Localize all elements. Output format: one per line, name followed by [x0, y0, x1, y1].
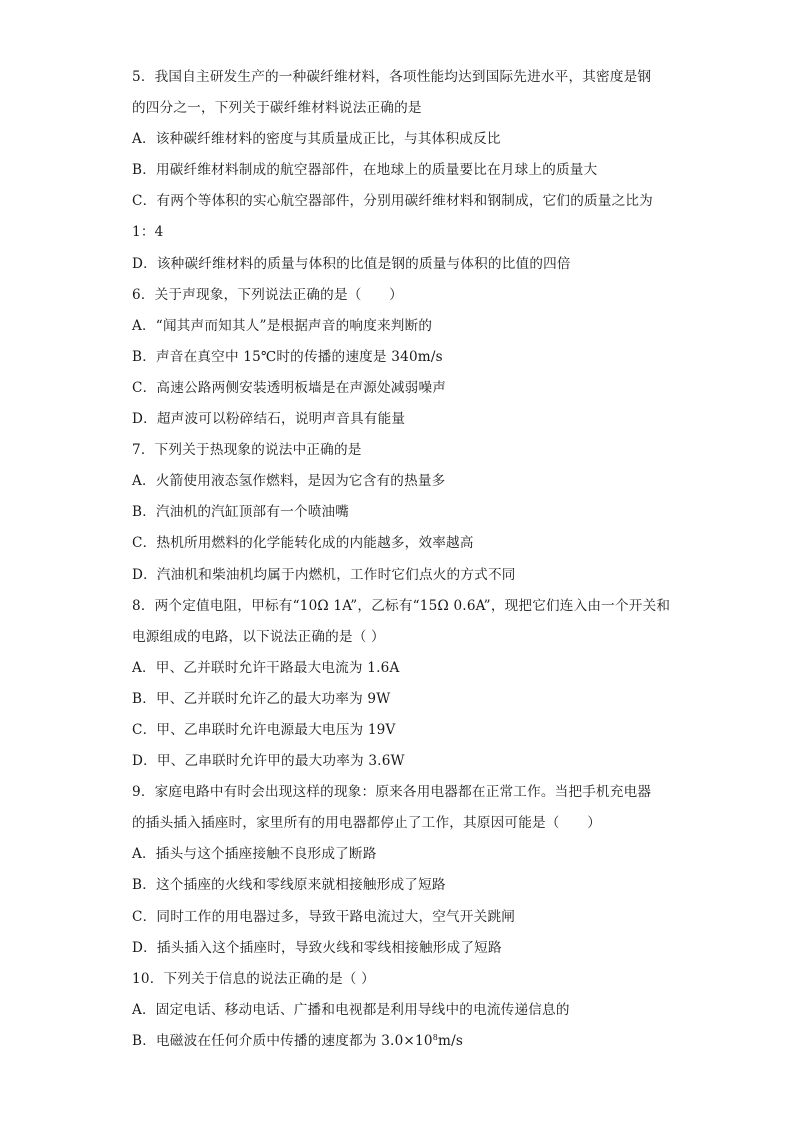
option-b-text: B．电磁波在任何介质中传播的速度都为 3.0×10	[132, 1032, 433, 1049]
question-stem-line: 的四分之一，下列关于碳纤维材料说法正确的是	[132, 100, 422, 117]
question-7	[132, 435, 667, 590]
option-c: C．甲、乙串联时允许电源最大电压为 19V	[132, 721, 396, 738]
question-stem-line: 8．两个定值电阻，甲标有“10Ω 1A”，乙标有“15Ω 0.6A”，现把它们连入由一个开关和	[132, 597, 671, 614]
unit-text: m/s	[438, 1032, 464, 1049]
option-d: D．插头插入这个插座时，导致火线和零线相接触形成了短路	[132, 939, 502, 956]
question-5	[132, 62, 667, 280]
option-b: B．甲、乙并联时允许乙的最大功率为 9W	[132, 690, 391, 707]
option-d: D．超声波可以粉碎结石，说明声音具有能量	[132, 411, 406, 428]
option-a: A．甲、乙并联时允许干路最大电流为 1.6A	[132, 659, 400, 676]
question-stem-line: 10．下列关于信息的说法正确的是（ ）	[132, 970, 375, 987]
option-a: A．火箭使用液态氢作燃料，是因为它含有的热量多	[132, 473, 446, 490]
option-b: B．这个插座的火线和零线原来就相接触形成了短路	[132, 877, 446, 894]
option-d: D．该种碳纤维材料的质量与体积的比值是钢的质量与体积的比值的四倍	[132, 255, 571, 272]
question-6	[132, 280, 667, 435]
option-b	[132, 1026, 667, 1057]
option-b: B．汽油机的汽缸顶部有一个喷油嘴	[132, 504, 350, 521]
option-a: A．插头与这个插座接触不良形成了断路	[132, 846, 377, 863]
option-c: C．高速公路两侧安装透明板墙是在声源处减弱噪声	[132, 379, 447, 396]
question-stem-line: 电源组成的电路，以下说法正确的是（ ）	[132, 628, 385, 645]
question-stem-line: 9．家庭电路中有时会出现这样的现象：原来各用电器都在正常工作。当把手机充电器	[132, 784, 652, 801]
option-c-continued: 1：4	[132, 224, 164, 241]
option-a: A．固定电话、移动电话、广播和电视都是利用导线中的电流传递信息的	[132, 1001, 570, 1018]
question-8	[132, 591, 671, 778]
option-b: B．声音在真空中 15℃时的传播的速度是 340m/s	[132, 348, 443, 365]
exponent: 8	[432, 1032, 439, 1042]
question-stem-line: 5．我国自主研发生产的一种碳纤维材料，各项性能均达到国际先进水平，其密度是钢	[132, 69, 652, 85]
question-stem-line: 7．下列关于热现象的说法中正确的是	[132, 442, 362, 459]
question-9	[132, 777, 667, 964]
option-c: C．有两个等体积的实心航空器部件，分别用碳纤维材料和钢制成，它们的质量之比为	[132, 193, 653, 210]
question-stem-line: 的插头插入插座时，家里所有的用电器都停止了工作，其原因可能是（ ）	[132, 815, 601, 832]
option-a: A．“闻其声而知其人”是根据声音的响度来判断的	[132, 317, 433, 334]
question-list	[132, 62, 671, 1057]
question-stem-line: 6．关于声现象，下列说法正确的是（ ）	[132, 286, 403, 303]
option-a: A．该种碳纤维材料的密度与其质量成正比，与其体积成反比	[132, 131, 501, 148]
option-c: C．热机所用燃料的化学能转化成的内能越多，效率越高	[132, 535, 474, 552]
option-b: B．用碳纤维材料制成的航空器部件，在地球上的质量要比在月球上的质量大	[132, 162, 598, 179]
option-c: C．同时工作的用电器过多，导致干路电流过大，空气开关跳闸	[132, 908, 516, 925]
option-d: D．甲、乙串联时允许甲的最大功率为 3.6W	[132, 753, 405, 770]
option-d: D．汽油机和柴油机均属于内燃机，工作时它们点火的方式不同	[132, 566, 516, 583]
question-10	[132, 964, 667, 1057]
